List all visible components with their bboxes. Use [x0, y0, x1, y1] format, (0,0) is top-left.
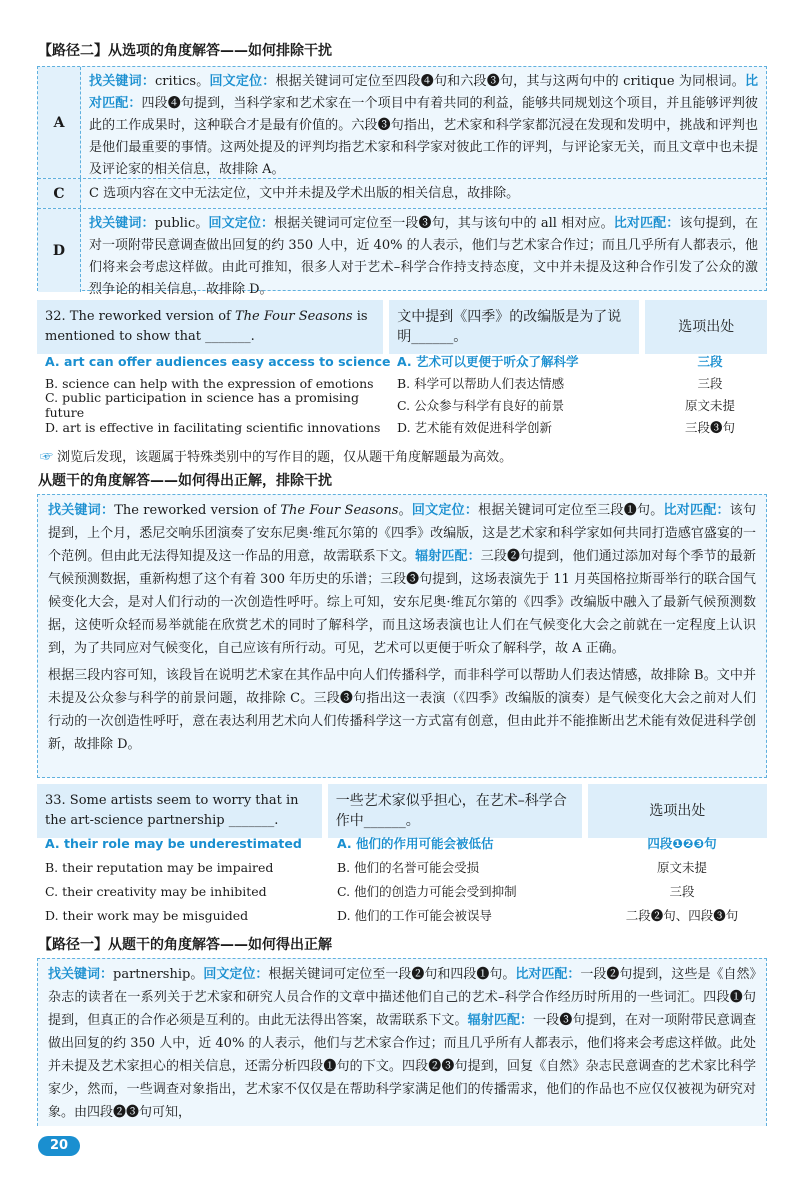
locate-text: 根据关键词可定位至一段❸句，其与该句中的 all 相对应。 [274, 216, 614, 231]
option-cn: B. 科学可以帮助人们表达情感 [397, 376, 565, 391]
compare-label: 比对匹配： [515, 967, 581, 982]
keyword-title: The Four Seasons [280, 503, 399, 518]
q32-stem-en [37, 300, 383, 354]
pointing-hand-icon: ☞ [40, 450, 54, 465]
keyword: critics。 [155, 74, 210, 89]
option-source: 三段 [697, 376, 723, 391]
option-analysis [81, 67, 766, 178]
compare-text: 一段❷句提到，这些是《自然》杂志的读者在一系列关于艺术家和研究人员合作的文章中描述他们自己的艺术–科学合作经历时所用的一些词汇。四段❶句提到，但真正的合作必须是互利的。由此无法得出答案，故需联系下文。 [48, 967, 756, 1028]
q33-option-a [45, 832, 765, 854]
q32-option-d [45, 416, 765, 438]
note-text: 浏览后发现，该题属于特殊类别中的写作目的题，仅从题干角度解题最为高效。 [57, 450, 513, 465]
q32-note [40, 446, 512, 465]
path2-option-table [37, 66, 767, 297]
locate-text: 根据关键词可定位至四段❹句和六段❸句，其与这两句中的 critique 为同根词。 [275, 74, 745, 89]
stem-text: is mentioned to show that _______. [45, 309, 368, 344]
keyword: 。 [398, 503, 412, 518]
compare-label: 比对匹配： [613, 216, 680, 231]
q33-option-d [45, 904, 765, 926]
option-source: 三段 [697, 354, 723, 369]
option-cn: D. 他们的工作可能会被误导 [337, 908, 493, 923]
q33-option-c [45, 880, 765, 902]
q33-source-header: 选项出处 [588, 784, 767, 838]
option-cn: B. 他们的名誉可能会受损 [337, 860, 480, 875]
keyword: The reworked version of [114, 503, 281, 518]
locate-text: 根据关键词可定位至三段❶句。 [478, 503, 664, 518]
compare-text: 该句提到，在对一项附带民意调查做出回复的约 350 人中，近 40% 的人表示，他们与艺术家合作过；而且几乎所有人都表示，他们将来会考虑这样做。由此可推知，很多人对于艺术–科学合作持支持态度，文中并未提及这种合作引发了公众的激烈争论的相关信息，故排除 D。 [89, 216, 758, 297]
option-cn: C. 他们的创造力可能会受到抑制 [337, 884, 517, 899]
q32-header [37, 300, 767, 354]
locate-label: 回文定位： [209, 74, 276, 89]
page-number: 20 [38, 1136, 80, 1156]
path2-row-d [38, 209, 766, 297]
radiate-label: 辐射匹配： [415, 549, 481, 564]
option-source: 二段❷句、四段❸句 [625, 908, 739, 923]
compare-label: 比对匹配： [663, 503, 730, 518]
keyword: partnership。 [113, 967, 204, 982]
option-en: D. art is effective in facilitating scientific innovations [45, 419, 381, 435]
option-analysis: C 选项内容在文中无法定位，文中并未提及学术出版的相关信息，故排除。 [89, 186, 520, 201]
option-cn: C. 公众参与科学有良好的前景 [397, 398, 565, 413]
option-letter: C [38, 179, 81, 208]
path2-row-c [38, 179, 766, 209]
stem-title: The Four Seasons [234, 309, 353, 324]
q32-stem-cn: 文中提到《四季》的改编版是为了说明______。 [389, 300, 639, 354]
q33-stem-cn: 一些艺术家似乎担心，在艺术–科学合作中______。 [328, 784, 582, 838]
option-source: 三段❸句 [684, 420, 735, 435]
q32-analysis-p1 [38, 495, 766, 664]
keyword-label: 找关键词： [89, 74, 156, 89]
option-en: D. their work may be misguided [45, 907, 249, 923]
q32-analysis-p2: 根据三段内容可知，该段旨在说明艺术家在其作品中向人们传播科学，而非科学可以帮助人们表达情感，故排除 B。文中并未提及公众参与科学的前景问题，故排除 C。三段❸句指出这一表演（《四季》改编版的演奏）是气候变化大会之前对人们行动的一次创造性呼吁，意在表达利用艺术向人们传播科学这一方式富有创意，但由此并不能推断出艺术能有效促进科学创新，故排除 D。 [48, 668, 756, 752]
q32-option-a [45, 350, 765, 372]
option-en: B. science can help with the expression of emotions [45, 375, 374, 391]
q32-method-title: 从题干的角度解答——如何得出正解，排除干扰 [38, 473, 332, 489]
option-source: 三段 [669, 884, 695, 899]
q33-option-b [45, 856, 765, 878]
keyword-label: 找关键词： [89, 216, 155, 231]
radiate-text: 一段❸句提到，在对一项附带民意调查做出回复的约 350 人中，近 40% 的人表示，他们与艺术家合作过；而且几乎所有人都表示，他们将来会考虑这样做。此处并未提及艺术家担心的相关信息，还需分析四段❶句的下文。四段❷❸句提到，回复《自然》杂志民意调查的艺术家比科学家少，然而，一些调查对象指出，艺术家不仅仅是在帮助科学家满足他们的传播需求，他们的作品也不应仅仅被视为研究对象。由四段❷❸句可知， [48, 1013, 756, 1120]
option-source: 原文未提 [684, 398, 735, 413]
radiate-text: 三段❷句提到，他们通过添加对每个季节的最新气候预测数据，重新构想了这个有着 300 年历史的乐谱；三段❸句提到，这场表演先于 11 月英国格拉斯哥举行的联合国气候变化大会，是对人们行动的一次创造性呼吁。综上可知，安东尼奥·维瓦尔第的《四季》改编版中融入了最新气候预测数据，这使听众轻而易举就能在欣赏艺术的同时了解科学，而且这场表演也让人们在气候变化大会之前就在一定程度上认识到，为了共同应对气候变化，自己应该有所行动。可见，艺术可以更便于听众了解科学，故 A 正确。 [48, 549, 756, 656]
radiate-label: 辐射匹配： [467, 1013, 534, 1028]
option-source: 原文未提 [656, 860, 707, 875]
option-letter: A [38, 67, 81, 178]
q32-option-c [45, 390, 765, 420]
path1-title: 【路径一】从题干的角度解答——如何得出正解 [38, 937, 332, 953]
q32-analysis-box [37, 494, 767, 778]
locate-label: 回文定位： [411, 503, 479, 518]
option-letter: D [38, 209, 81, 292]
stem-text: 32. The reworked version of [45, 309, 235, 324]
path2-title: 【路径二】从选项的角度解答——如何排除干扰 [38, 43, 332, 59]
option-source: 四段❶❷❸句 [647, 836, 717, 851]
keyword-label: 找关键词： [48, 503, 115, 518]
option-en: C. their creativity may be inhibited [45, 883, 267, 899]
option-en: A. art can offer audiences easy access to science [45, 353, 391, 369]
option-en: B. their reputation may be impaired [45, 859, 274, 875]
q32-source-header: 选项出处 [645, 300, 767, 354]
q33-header [37, 784, 767, 838]
option-cn: D. 艺术能有效促进科学创新 [397, 420, 553, 435]
compare-label: 比对匹配： [89, 74, 758, 111]
option-en: C. public participation in science has a promising future [45, 390, 359, 420]
option-en: A. their role may be underestimated [45, 835, 302, 851]
locate-text: 根据关键词可定位至一段❷句和四段❶句。 [268, 967, 516, 982]
locate-label: 回文定位： [208, 216, 275, 231]
q33-stem-en: 33. Some artists seem to worry that in the art-science partnership _______. [37, 784, 322, 838]
compare-text: 四段❹句提到，当科学家和艺术家在一个项目中有着共同的利益，能够共同规划这个项目，并且能够评判彼此的工作成果时，这种联合才是最有价值的。六段❸句指出，艺术家和科学家都沉浸在发现和发明中，挑战和评判也是他们最重要的事情。这两处提及的评判均指艺术家和科学家对彼此工作的评判，与评论家无关，而且文章中也未提及评论家的相关信息，故排除 A。 [89, 96, 758, 177]
compare-text: 该句提到，上个月，悉尼交响乐团演奏了安东尼奥·维瓦尔第的《四季》改编版，这是艺术家和科学家如何共同打造感官盛宴的一个范例。但由此无法得知提及这一作品的用意，故需联系下文。 [48, 503, 756, 564]
keyword: public。 [154, 216, 209, 231]
option-analysis [81, 209, 766, 297]
locate-label: 回文定位： [203, 967, 269, 982]
keyword-label: 找关键词： [48, 967, 114, 982]
path1-analysis-box [37, 958, 767, 1126]
option-cn: A. 艺术可以更便于听众了解科学 [397, 354, 579, 369]
path2-row-a [38, 67, 766, 179]
path1-analysis [38, 959, 766, 1128]
option-cn: A. 他们的作用可能会被低估 [337, 836, 494, 851]
